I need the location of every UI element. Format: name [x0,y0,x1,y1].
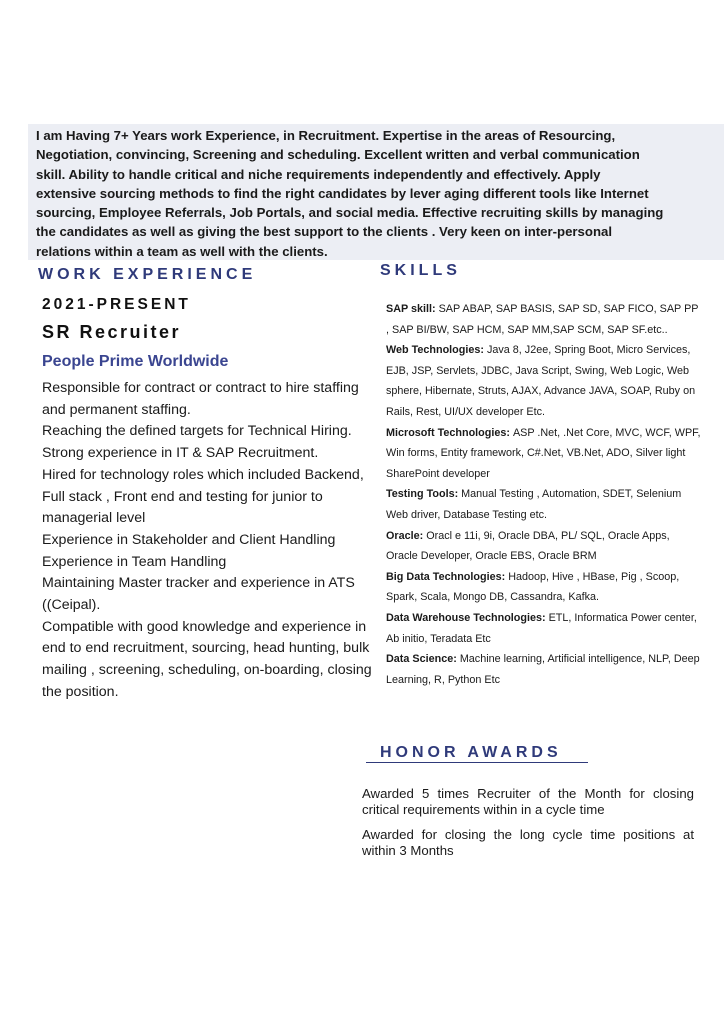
skill-text: ASP .Net, .Net Core, MVC, WCF, WPF, Win forms, Entity framework, C#.Net, VB.Net, ADO, Silver light SharePoint developer [386,426,701,480]
honor-awards-underline [366,762,588,763]
skill-item [386,526,704,567]
skill-item [386,484,704,525]
awards-list [362,786,694,868]
skill-text: Java 8, J2ee, Spring Boot, Micro Services, EJB, JSP, Servlets, JDBC, Java Script, Swing, Web Logic, Web sphere, Hibernate, Struts, AJAX, Advance JAVA, SOAP, Ruby on Rails, Rest, UI/UX developer Etc. [386,344,696,418]
responsibility-item: Experience in Stakeholder and Client Handling [42,531,336,548]
responsibility-item: Responsible for contract or contract to hire staffing and permanent staffing. [42,380,359,418]
skill-text: SAP ABAP, SAP BASIS, SAP SD, SAP FICO, SAP PP , SAP BI/BW, SAP HCM, SAP MM,SAP SCM, SAP SF.etc.. [386,303,699,336]
skill-item [386,340,704,422]
responsibility-item: Strong experience in IT & SAP Recruitment. [42,445,319,462]
skill-label: Web Technologies: [386,344,487,357]
experience-period: 2021-PRESENT [42,296,191,313]
skill-label: Data Science: [386,653,460,666]
skill-text: Manual Testing , Automation, SDET, Selenium Web driver, Database Testing etc. [386,488,682,521]
skill-item [386,649,704,690]
responsibility-item: Reaching the defined targets for Technical Hiring. [42,423,352,440]
responsibility-item: Experience in Team Handling [42,553,227,570]
skill-text: Machine learning, Artificial intelligence, NLP, Deep Learning, R, Python Etc [386,653,700,686]
work-experience-heading: WORK EXPERIENCE [38,266,257,283]
skill-item [386,423,704,485]
skill-label: SAP skill: [386,303,439,315]
skill-text: ETL, Informatica Power center, Ab initio, Teradata Etc [386,611,697,645]
skill-item [386,299,704,340]
award-item: Awarded for closing the long cycle time positions at within 3 Months [362,827,694,858]
skill-label: Big Data Technologies: [386,570,509,583]
award-item: Awarded 5 times Recruiter of the Month for closing critical requirements within in a cycle time [362,786,694,817]
honor-awards-heading: HONOR AWARDS [380,744,562,761]
skill-text: Hadoop, Hive , HBase, Pig , Scoop, Spark, Scala, Mongo DB, Cassandra, Kafka. [386,570,680,604]
skills-heading: SKILLS [380,262,461,279]
skill-label: Data Warehouse Technologies: [386,611,549,624]
responsibility-item: Hired for technology roles which included Backend, Full stack , Front end and testing for junior to managerial level [42,466,364,527]
skill-label: Testing Tools: [386,488,462,501]
summary-text: I am Having 7+ Years work Experience, in Recruitment. Expertise in the areas of Resourcing, Negotiation, convincing, Screening and scheduling. Excellent written and verbal communication skill. Ability to handle critical and niche requirements independently and effectively. Apply extensive sourcing methods to find the right candidates by lever aging different tools like Internet sourcing, Employee Referrals, Job Portals, and social media. Effective recruiting skills by managing the candidates as well as giving the best support to the clients . Very keen on inter-personal relations within a team as well with the clients. [36,128,664,259]
responsibility-item: Compatible with good knowledge and experience in end to end recruitment, sourcing, head hunting, bulk mailing , screening, scheduling, on-boarding, closing the position. [42,618,372,700]
skills-list [386,299,704,690]
skill-item [386,608,704,649]
skill-label: Microsoft Technologies: [386,426,513,439]
company-name: People Prime Worldwide [42,353,229,370]
skill-text: Oracl e 11i, 9i, Oracle DBA, PL/ SQL, Oracle Apps, Oracle Developer, Oracle EBS, Oracle BRM [386,529,670,563]
skill-label: Oracle: [386,529,427,542]
skill-item [386,567,704,608]
responsibility-item: Maintaining Master tracker and experience in ATS ((Ceipal). [42,575,355,614]
responsibilities-list [42,378,378,704]
job-title: SR Recruiter [42,322,182,342]
